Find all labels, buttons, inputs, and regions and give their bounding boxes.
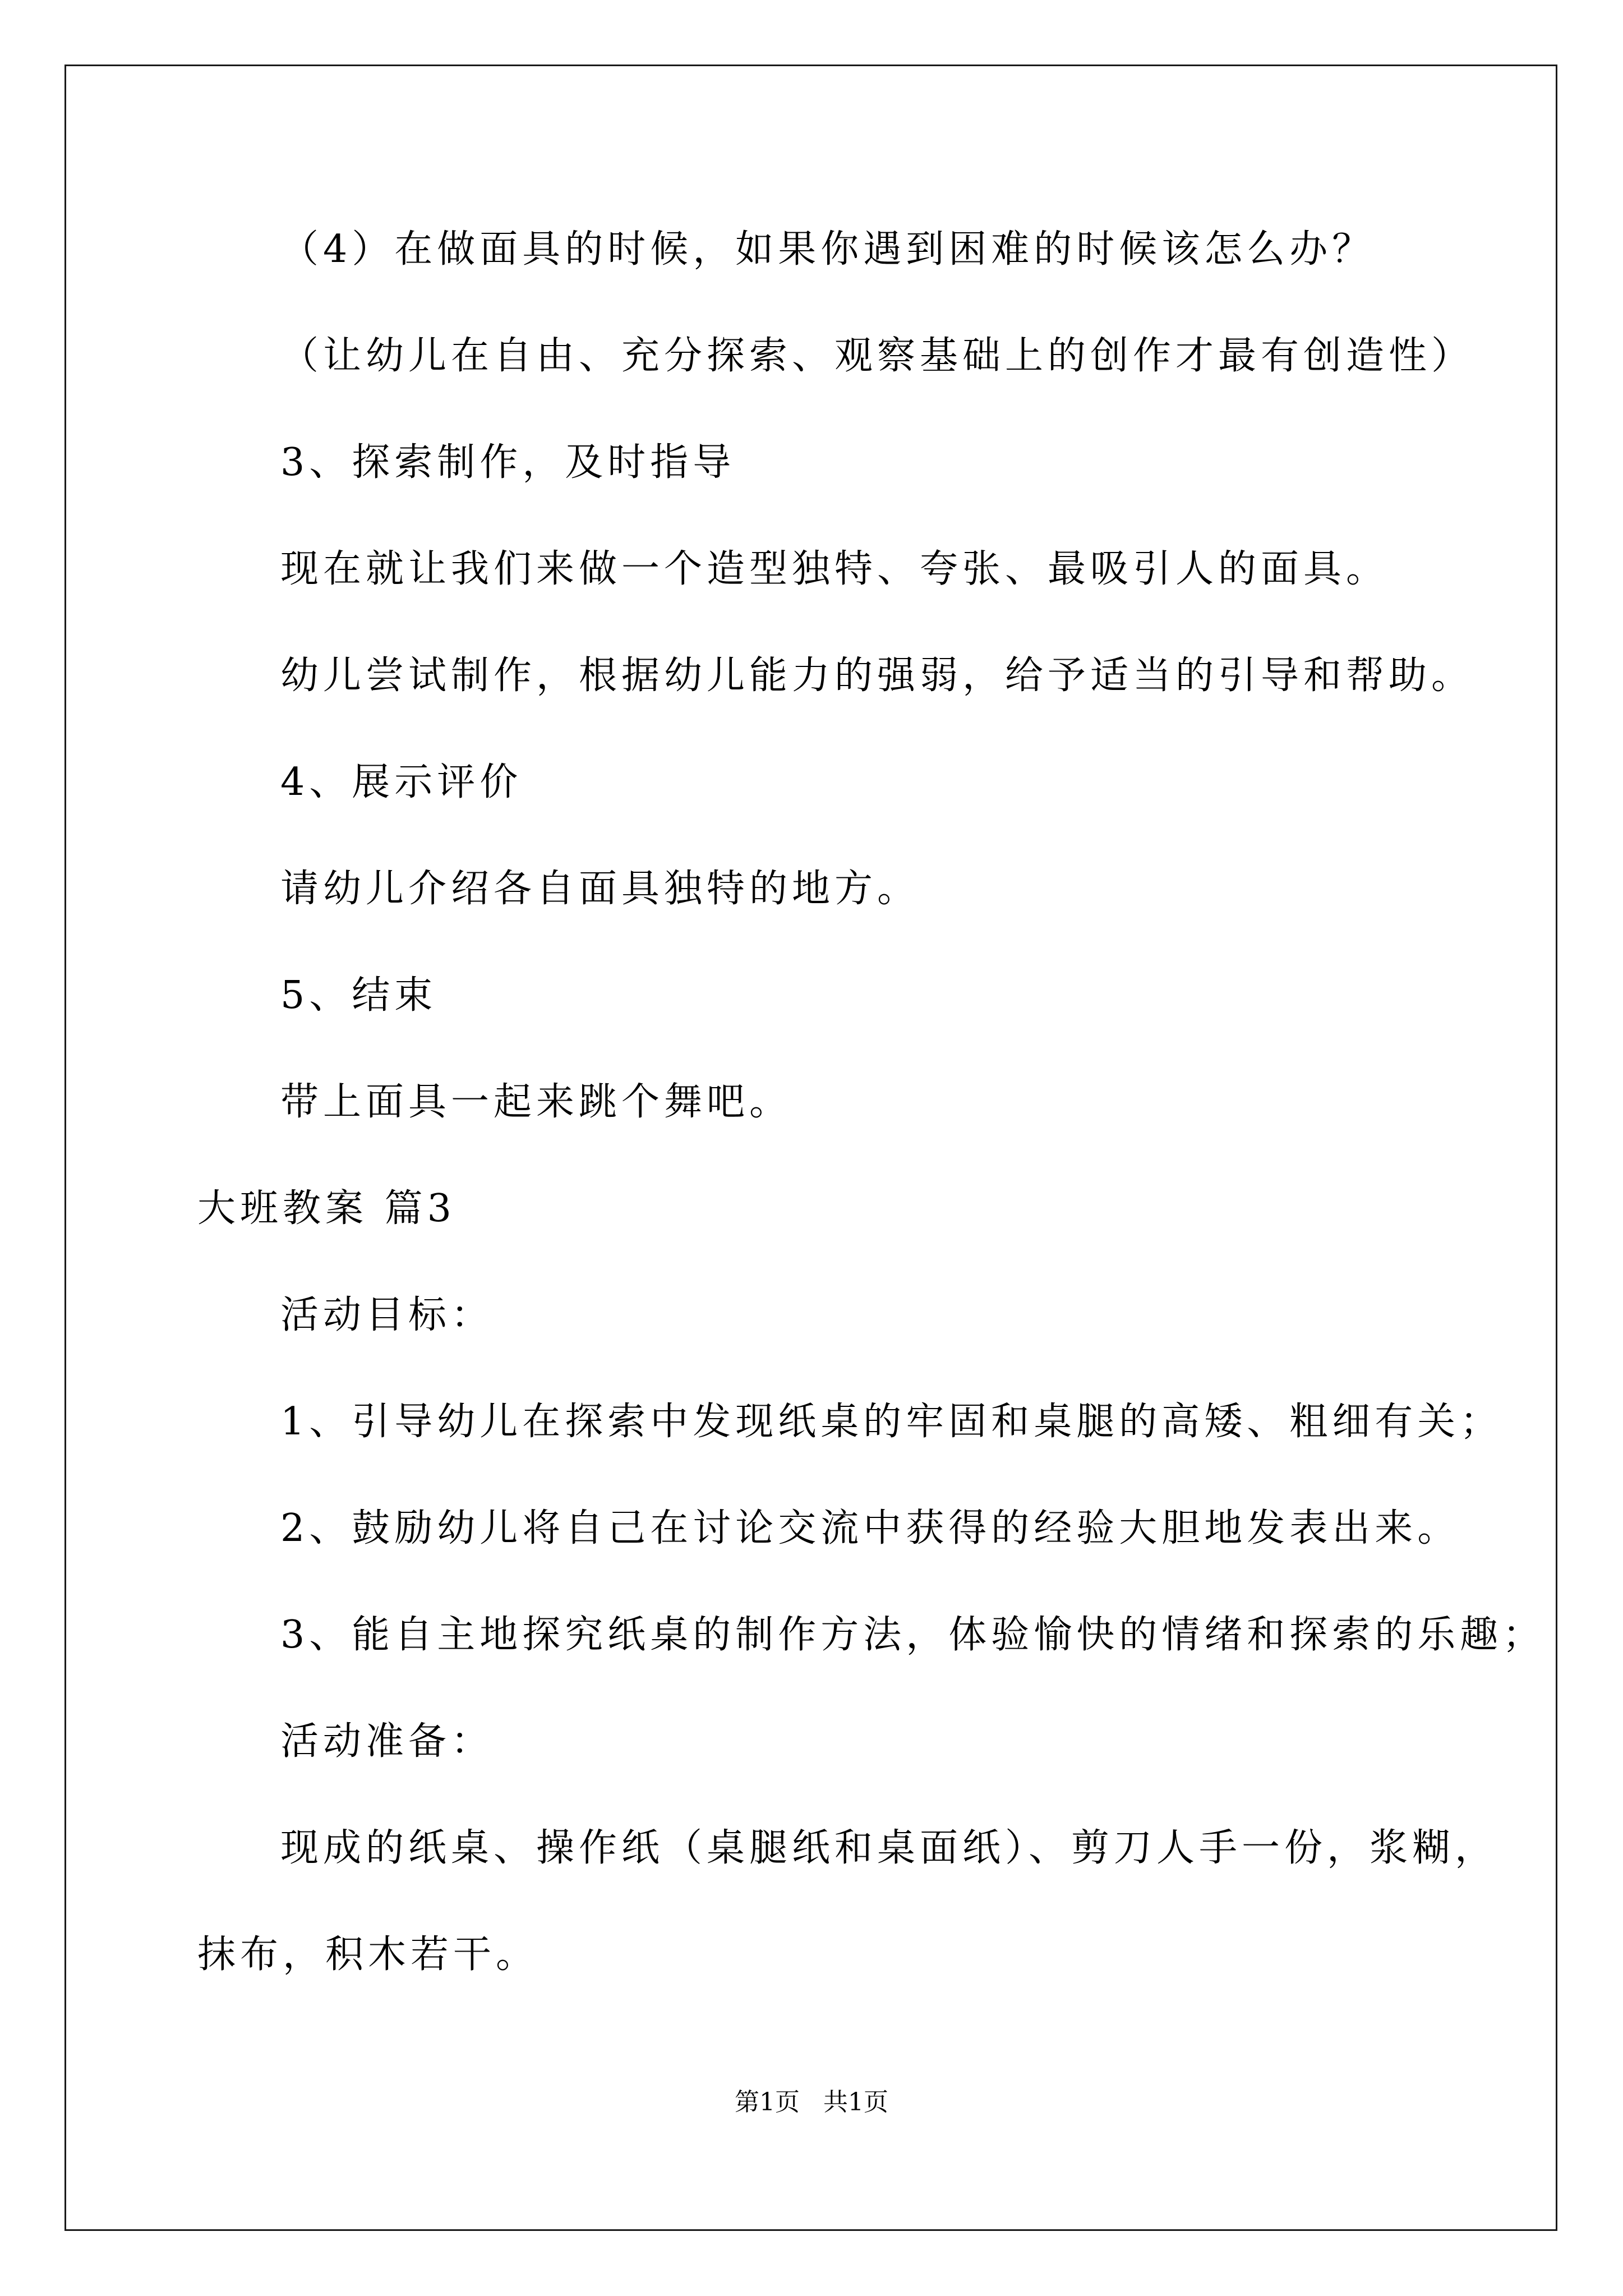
text-line: （4）在做面具的时候，如果你遇到困难的时候该怎么办？: [280, 227, 1375, 272]
text-line: 幼儿尝试制作，根据幼儿能力的强弱，给予适当的引导和帮助。: [280, 654, 1474, 698]
text-line: 活动准备：: [280, 1719, 494, 1764]
text-line: 活动目标：: [280, 1293, 494, 1337]
text-line: 3、探索制作，及时指导: [280, 440, 736, 485]
text-line: 现成的纸桌、操作纸（桌腿纸和桌面纸）、剪刀人手一份，浆糊，: [280, 1826, 1498, 1870]
text-line: 现在就让我们来做一个造型独特、夸张、最吸引人的面具。: [280, 547, 1389, 591]
text-line: 1、引导幼儿在探索中发现纸桌的牢固和桌腿的高矮、粗细有关；: [280, 1400, 1503, 1444]
text-line: 抹布，积木若干。: [197, 1932, 539, 1977]
text-line: 带上面具一起来跳个舞吧。: [280, 1080, 792, 1124]
section-heading: 大班教案 篇3: [197, 1186, 456, 1231]
page-footer: 第1页 共1页: [735, 2088, 888, 2116]
page-border: [64, 65, 1557, 2231]
text-line: 4、展示评价: [280, 760, 523, 804]
text-line: 2、鼓励幼儿将自己在讨论交流中获得的经验大胆地发表出来。: [280, 1506, 1460, 1550]
text-line: 请幼儿介绍各自面具独特的地方。: [280, 867, 920, 911]
text-line: （让幼儿在自由、充分探索、观察基础上的创作才最有创造性）: [280, 334, 1474, 378]
text-line: 5、结束: [280, 973, 437, 1018]
text-line: 3、能自主地探究纸桌的制作方法，体验愉快的情绪和探索的乐趣；: [280, 1613, 1546, 1657]
